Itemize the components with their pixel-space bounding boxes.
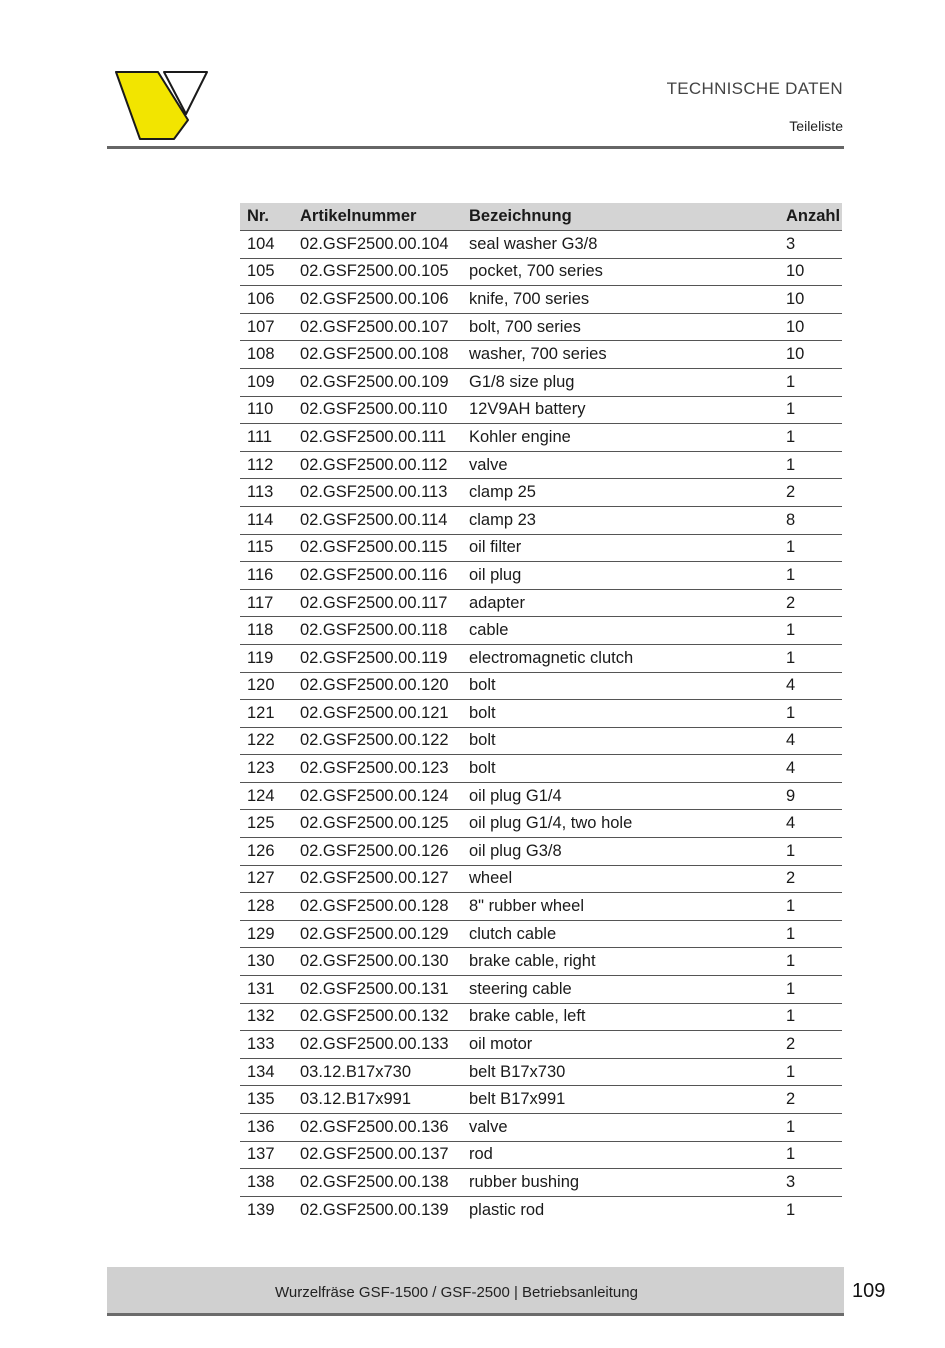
table-row — [240, 700, 842, 728]
table-row — [240, 286, 842, 314]
cell-anzahl: 1 — [779, 1141, 842, 1169]
table-row — [240, 313, 842, 341]
table-row — [240, 617, 842, 645]
table-row — [240, 562, 842, 590]
cell-bezeichnung: cable — [462, 617, 779, 645]
cell-artikelnummer: 02.GSF2500.00.109 — [293, 368, 462, 396]
cell-bezeichnung: clamp 25 — [462, 479, 779, 507]
cell-anzahl: 1 — [779, 534, 842, 562]
cell-artikelnummer: 02.GSF2500.00.132 — [293, 1003, 462, 1031]
cell-artikelnummer: 02.GSF2500.00.136 — [293, 1114, 462, 1142]
table-row — [240, 644, 842, 672]
cell-artikelnummer: 02.GSF2500.00.123 — [293, 755, 462, 783]
cell-anzahl: 1 — [779, 368, 842, 396]
cell-anzahl: 1 — [779, 1003, 842, 1031]
cell-artikelnummer: 02.GSF2500.00.139 — [300, 1200, 449, 1219]
company-logo — [112, 66, 212, 146]
cell-artikelnummer: 02.GSF2500.00.122 — [293, 727, 462, 755]
cell-artikelnummer: 02.GSF2500.00.129 — [293, 920, 462, 948]
table-row — [240, 948, 842, 976]
table-row — [240, 341, 842, 369]
cell-anzahl: 1 — [779, 1114, 842, 1142]
cell-artikelnummer: 02.GSF2500.00.137 — [293, 1141, 462, 1169]
cell-bezeichnung: oil filter — [462, 534, 779, 562]
cell-bezeichnung: electromagnetic clutch — [462, 644, 779, 672]
cell-artikelnummer: 02.GSF2500.00.131 — [293, 976, 462, 1004]
cell-bezeichnung: 8" rubber wheel — [462, 893, 779, 921]
cell-artikelnummer: 03.12.B17x730 — [293, 1058, 462, 1086]
cell-nr: 111 — [240, 424, 293, 452]
cell-bezeichnung: washer, 700 series — [462, 341, 779, 369]
cell-nr: 136 — [240, 1114, 293, 1142]
cell-artikelnummer: 02.GSF2500.00.106 — [293, 286, 462, 314]
table-row — [240, 451, 842, 479]
cell-nr: 126 — [240, 838, 293, 866]
cell-nr: 133 — [240, 1031, 293, 1059]
cell-bezeichnung: wheel — [462, 865, 779, 893]
cell-nr: 128 — [240, 893, 293, 921]
cell-artikelnummer: 02.GSF2500.00.125 — [293, 810, 462, 838]
cell-artikelnummer: 02.GSF2500.00.133 — [293, 1031, 462, 1059]
cell-artikelnummer: 02.GSF2500.00.130 — [293, 948, 462, 976]
table-row — [240, 258, 842, 286]
cell-bezeichnung: bolt, 700 series — [462, 313, 779, 341]
cell-bezeichnung: belt B17x730 — [462, 1058, 779, 1086]
cell-anzahl: 1 — [779, 1058, 842, 1086]
cell-nr: 129 — [240, 920, 293, 948]
table-row — [240, 1031, 842, 1059]
cell-artikelnummer: 03.12.B17x991 — [293, 1086, 462, 1114]
cell-artikelnummer: 02.GSF2500.00.118 — [293, 617, 462, 645]
cell-nr: 123 — [240, 755, 293, 783]
cell-bezeichnung: 12V9AH battery — [462, 396, 779, 424]
cell-bezeichnung: clamp 23 — [462, 506, 779, 534]
cell-bezeichnung: bolt — [462, 700, 779, 728]
cell-nr: 107 — [240, 313, 293, 341]
cell-bezeichnung: oil plug — [462, 562, 779, 590]
cell-artikelnummer: 02.GSF2500.00.119 — [293, 644, 462, 672]
cell-artikelnummer: 02.GSF2500.00.110 — [293, 396, 462, 424]
cell-anzahl: 9 — [779, 782, 842, 810]
table-row — [240, 838, 842, 866]
cell-bezeichnung: oil plug G1/4 — [462, 782, 779, 810]
cell-bezeichnung: Kohler engine — [462, 424, 779, 452]
cell-bezeichnung: G1/8 size plug — [462, 368, 779, 396]
header-artikelnummer: Artikelnummer — [293, 203, 462, 231]
table-row — [240, 1196, 842, 1223]
cell-anzahl: 1 — [779, 396, 842, 424]
cell-anzahl: 10 — [779, 286, 842, 314]
cell-bezeichnung: belt B17x991 — [462, 1086, 779, 1114]
cell-bezeichnung: bolt — [462, 672, 779, 700]
cell-artikelnummer: 02.GSF2500.00.127 — [293, 865, 462, 893]
cell-anzahl: 10 — [779, 313, 842, 341]
table-row — [240, 589, 842, 617]
cell-anzahl: 1 — [786, 1200, 796, 1219]
cell-artikelnummer: 02.GSF2500.00.121 — [293, 700, 462, 728]
footer-text: Wurzelfräse GSF-1500 / GSF-2500 | Betriebsanleitung — [275, 1284, 638, 1301]
table-row — [240, 506, 842, 534]
table-row — [240, 976, 842, 1004]
cell-nr: 109 — [240, 368, 293, 396]
cell-artikelnummer: 02.GSF2500.00.112 — [293, 451, 462, 479]
cell-anzahl: 10 — [779, 258, 842, 286]
cell-nr: 116 — [240, 562, 293, 590]
table-row — [240, 1058, 842, 1086]
cell-nr: 122 — [240, 727, 293, 755]
cell-anzahl: 8 — [779, 506, 842, 534]
table-row — [240, 755, 842, 783]
cell-anzahl: 4 — [779, 727, 842, 755]
cell-nr: 118 — [240, 617, 293, 645]
table-row — [240, 893, 842, 921]
header-anzahl: Anzahl — [779, 203, 842, 231]
cell-bezeichnung: rod — [462, 1141, 779, 1169]
cell-anzahl: 1 — [779, 893, 842, 921]
cell-artikelnummer: 02.GSF2500.00.107 — [293, 313, 462, 341]
cell-bezeichnung: plastic rod — [469, 1200, 545, 1219]
cell-artikelnummer: 02.GSF2500.00.113 — [293, 479, 462, 507]
cell-anzahl: 1 — [779, 700, 842, 728]
cell-nr: 137 — [240, 1141, 293, 1169]
cell-bezeichnung: knife, 700 series — [462, 286, 779, 314]
cell-anzahl: 1 — [779, 451, 842, 479]
cell-anzahl: 2 — [779, 589, 842, 617]
cell-artikelnummer: 02.GSF2500.00.128 — [293, 893, 462, 921]
cell-anzahl: 1 — [779, 424, 842, 452]
table-row — [240, 1003, 842, 1031]
cell-bezeichnung: valve — [462, 1114, 779, 1142]
parts-table-body — [240, 231, 842, 1224]
table-row — [240, 865, 842, 893]
cell-anzahl: 1 — [779, 617, 842, 645]
cell-bezeichnung: adapter — [462, 589, 779, 617]
table-row — [240, 424, 842, 452]
cell-nr: 106 — [240, 286, 293, 314]
page-number: 109 — [852, 1280, 886, 1302]
table-row — [240, 534, 842, 562]
cell-bezeichnung: bolt — [462, 755, 779, 783]
cell-nr: 124 — [240, 782, 293, 810]
table-row — [240, 479, 842, 507]
cell-artikelnummer: 02.GSF2500.00.117 — [293, 589, 462, 617]
header-nr: Nr. — [240, 203, 293, 231]
cell-artikelnummer: 02.GSF2500.00.105 — [293, 258, 462, 286]
cell-bezeichnung: brake cable, left — [462, 1003, 779, 1031]
cell-nr: 139 — [247, 1200, 275, 1219]
cell-nr: 130 — [240, 948, 293, 976]
table-row — [240, 1086, 842, 1114]
cell-artikelnummer: 02.GSF2500.00.111 — [293, 424, 462, 452]
cell-anzahl: 3 — [779, 1169, 842, 1197]
table-row — [240, 368, 842, 396]
cell-bezeichnung: seal washer G3/8 — [462, 231, 779, 259]
cell-anzahl: 2 — [779, 479, 842, 507]
cell-anzahl: 2 — [779, 865, 842, 893]
cell-nr: 117 — [240, 589, 293, 617]
cell-anzahl: 1 — [779, 920, 842, 948]
cell-artikelnummer: 02.GSF2500.00.138 — [293, 1169, 462, 1197]
cell-artikelnummer: 02.GSF2500.00.114 — [293, 506, 462, 534]
cell-bezeichnung: rubber bushing — [462, 1169, 779, 1197]
table-row — [240, 396, 842, 424]
cell-nr: 135 — [240, 1086, 293, 1114]
cell-anzahl: 2 — [779, 1086, 842, 1114]
cell-nr: 125 — [240, 810, 293, 838]
cell-bezeichnung: pocket, 700 series — [462, 258, 779, 286]
cell-nr: 104 — [240, 231, 293, 259]
cell-anzahl: 10 — [779, 341, 842, 369]
cell-nr: 132 — [240, 1003, 293, 1031]
table-row — [240, 920, 842, 948]
cell-anzahl: 1 — [779, 838, 842, 866]
cell-nr: 105 — [240, 258, 293, 286]
cell-artikelnummer: 02.GSF2500.00.104 — [293, 231, 462, 259]
table-row — [240, 727, 842, 755]
cell-nr: 113 — [240, 479, 293, 507]
parts-table — [240, 203, 842, 1223]
cell-nr: 138 — [240, 1169, 293, 1197]
table-row — [240, 1169, 842, 1197]
cell-artikelnummer: 02.GSF2500.00.120 — [293, 672, 462, 700]
table-row — [240, 810, 842, 838]
cell-bezeichnung: steering cable — [462, 976, 779, 1004]
table-row — [240, 672, 842, 700]
cell-nr: 120 — [240, 672, 293, 700]
cell-bezeichnung: oil plug G3/8 — [462, 838, 779, 866]
section-title: TECHNISCHE DATEN — [666, 79, 843, 98]
table-row — [240, 782, 842, 810]
cell-bezeichnung: bolt — [462, 727, 779, 755]
cell-bezeichnung: clutch cable — [462, 920, 779, 948]
cell-artikelnummer: 02.GSF2500.00.126 — [293, 838, 462, 866]
table-header-row — [240, 203, 842, 231]
table-row — [240, 231, 842, 259]
section-subtitle: Teileliste — [789, 118, 843, 134]
cell-anzahl: 1 — [779, 562, 842, 590]
cell-anzahl: 2 — [779, 1031, 842, 1059]
cell-anzahl: 1 — [779, 976, 842, 1004]
cell-nr: 115 — [240, 534, 293, 562]
cell-nr: 114 — [240, 506, 293, 534]
cell-nr: 108 — [240, 341, 293, 369]
cell-anzahl: 3 — [779, 231, 842, 259]
cell-nr: 127 — [240, 865, 293, 893]
cell-nr: 119 — [240, 644, 293, 672]
cell-nr: 134 — [240, 1058, 293, 1086]
cell-nr: 131 — [240, 976, 293, 1004]
cell-anzahl: 4 — [779, 810, 842, 838]
cell-artikelnummer: 02.GSF2500.00.116 — [293, 562, 462, 590]
cell-bezeichnung: brake cable, right — [462, 948, 779, 976]
header-bezeichnung: Bezeichnung — [462, 203, 779, 231]
cell-nr: 121 — [240, 700, 293, 728]
cell-artikelnummer: 02.GSF2500.00.124 — [293, 782, 462, 810]
cell-artikelnummer: 02.GSF2500.00.108 — [293, 341, 462, 369]
cell-bezeichnung: oil motor — [462, 1031, 779, 1059]
cell-anzahl: 4 — [779, 672, 842, 700]
cell-nr: 110 — [240, 396, 293, 424]
cell-artikelnummer: 02.GSF2500.00.115 — [293, 534, 462, 562]
cell-bezeichnung: valve — [462, 451, 779, 479]
cell-bezeichnung: oil plug G1/4, two hole — [462, 810, 779, 838]
cell-anzahl: 1 — [779, 948, 842, 976]
cell-anzahl: 4 — [779, 755, 842, 783]
header-divider — [107, 146, 844, 149]
cell-anzahl: 1 — [779, 644, 842, 672]
table-row — [240, 1141, 842, 1169]
cell-nr: 112 — [240, 451, 293, 479]
table-row — [240, 1114, 842, 1142]
